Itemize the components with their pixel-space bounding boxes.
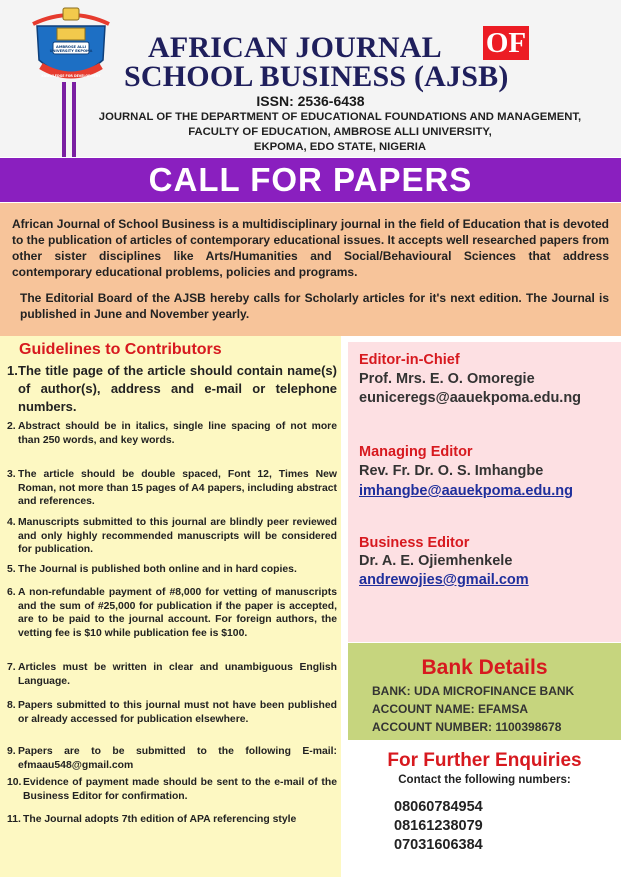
account-name: ACCOUNT NAME: EFAMSA bbox=[372, 702, 528, 716]
guideline-item bbox=[7, 468, 337, 509]
guideline-text: The title page of the article should contain name(s) of author(s), address and e-mail or telephone numbers. bbox=[18, 363, 337, 414]
guideline-number: 9. bbox=[7, 746, 16, 757]
guideline-item bbox=[7, 661, 337, 688]
intro-paragraph: African Journal of School Business is a multidisciplinary journal in the field of Education that is devoted to the publication of articles of contemporary educational issues. It accepts well researched papers from other sister disciplines like Arts/Humanities and Social/Behavioural Sciences that address contemporary educational problems, policies and programs. bbox=[12, 217, 609, 279]
call-for-papers-banner: CALL FOR PAPERS bbox=[0, 158, 621, 202]
guideline-number: 3. bbox=[7, 469, 16, 480]
phone-number[interactable]: 08161238079 bbox=[394, 818, 483, 834]
journal-title-line1: AFRICAN JOURNAL bbox=[148, 31, 442, 64]
issn-number: ISSN: 2536-6438 bbox=[256, 93, 365, 109]
intro-paragraph: The Editorial Board of the AJSB hereby calls for Scholarly articles for it's next edition. The Journal is published in June and November yearly. bbox=[20, 291, 609, 321]
institution-info bbox=[70, 110, 610, 155]
guideline-item bbox=[7, 516, 337, 557]
guidelines-title: Guidelines to Contributors bbox=[19, 341, 222, 358]
enquiries-title: For Further Enquiries bbox=[387, 750, 582, 771]
guideline-text: Papers submitted to this journal must not have been published or already accessed for publication elsewhere. bbox=[18, 700, 337, 725]
guideline-number: 2. bbox=[7, 421, 16, 432]
guideline-item bbox=[7, 586, 337, 640]
business-editor-name: Dr. A. E. Ojiemhenkele bbox=[359, 553, 513, 569]
guideline-text: A non-refundable payment of #8,000 for vetting of manuscripts and the sum of #25,000 for publication if the paper is accepted, are to be paid to the journal account. For foreign authors, the vetting fee is $10 while publication fee is $100. bbox=[18, 587, 337, 639]
guideline-text: Articles must be written in clear and unambiguous English Language. bbox=[18, 662, 337, 687]
guideline-item bbox=[7, 745, 337, 772]
business-editor-email-link[interactable]: andrewojies@gmail.com bbox=[359, 572, 529, 588]
intro-section bbox=[0, 203, 621, 336]
guideline-text: Abstract should be in italics, single line spacing of not more than 250 words, and key words. bbox=[18, 421, 337, 446]
bank-details-title: Bank Details bbox=[421, 656, 548, 679]
university-logo-icon bbox=[27, 4, 115, 88]
logo-motto: KNOWLEDGE FOR DEVELOPMENT bbox=[41, 74, 101, 78]
institution-line: EKPOMA, EDO STATE, NIGERIA bbox=[253, 141, 427, 153]
guideline-item bbox=[7, 776, 337, 803]
account-number: ACCOUNT NUMBER: 1100398678 bbox=[372, 720, 562, 734]
editor-in-chief-name: Prof. Mrs. E. O. Omoregie bbox=[359, 371, 535, 387]
guideline-number: 6. bbox=[7, 587, 16, 598]
guideline-text: The Journal is published both online and in hard copies. bbox=[18, 564, 297, 575]
guideline-number: 10. bbox=[7, 777, 22, 788]
guideline-text: Manuscripts submitted to this journal are blindly peer reviewed and only highly recommended manuscripts will be considered for publication. bbox=[18, 517, 337, 555]
editor-in-chief-role: Editor-in-Chief bbox=[359, 352, 460, 368]
managing-editor-name: Rev. Fr. Dr. O. S. Imhangbe bbox=[359, 463, 544, 479]
enquiries-subtitle: Contact the following numbers: bbox=[398, 774, 571, 786]
guideline-text: The article should be double spaced, Font 12, Times New Roman, not more than 15 pages of A4 papers, including abstract and references. bbox=[18, 469, 337, 507]
guideline-text: The Journal adopts 7th edition of APA referencing style bbox=[23, 814, 297, 825]
phone-number[interactable]: 07031606384 bbox=[394, 837, 483, 853]
guideline-text: Papers are to be submitted to the following E-mail: efmaau548@gmail.com bbox=[18, 746, 337, 771]
guideline-number: 5. bbox=[7, 564, 16, 575]
guideline-item bbox=[7, 699, 337, 726]
guideline-number: 1. bbox=[7, 363, 18, 378]
phone-number[interactable]: 08060784954 bbox=[394, 799, 483, 815]
bank-name: BANK: UDA MICROFINANCE BANK bbox=[372, 684, 575, 698]
guideline-item bbox=[7, 362, 337, 416]
guideline-number: 8. bbox=[7, 700, 16, 711]
guideline-number: 7. bbox=[7, 662, 16, 673]
guideline-number: 11. bbox=[7, 814, 21, 825]
guideline-number: 4. bbox=[7, 517, 16, 528]
editor-in-chief-email[interactable]: euniceregs@aauekpoma.edu.ng bbox=[359, 390, 582, 406]
institution-line: JOURNAL OF THE DEPARTMENT OF EDUCATIONAL FOUNDATIONS AND MANAGEMENT, bbox=[98, 111, 582, 123]
institution-line: FACULTY OF EDUCATION, AMBROSE ALLI UNIVERSITY, bbox=[188, 126, 492, 138]
title-of-badge: OF bbox=[483, 26, 529, 60]
managing-editor-role: Managing Editor bbox=[359, 444, 473, 460]
guideline-text: Evidence of payment made should be sent to the e-mail of the Business Editor for confirmation. bbox=[23, 777, 337, 802]
managing-editor-email-link[interactable]: imhangbe@aauekpoma.edu.ng bbox=[359, 483, 573, 499]
guideline-item bbox=[7, 420, 337, 447]
guideline-item bbox=[7, 813, 337, 827]
business-editor-role: Business Editor bbox=[359, 535, 470, 551]
guideline-item bbox=[7, 563, 337, 577]
journal-title-line2: SCHOOL BUSINESS (AJSB) bbox=[124, 60, 509, 93]
logo-text: AMBROSE ALLI UNIVERSITY EKPOMA bbox=[49, 45, 93, 53]
